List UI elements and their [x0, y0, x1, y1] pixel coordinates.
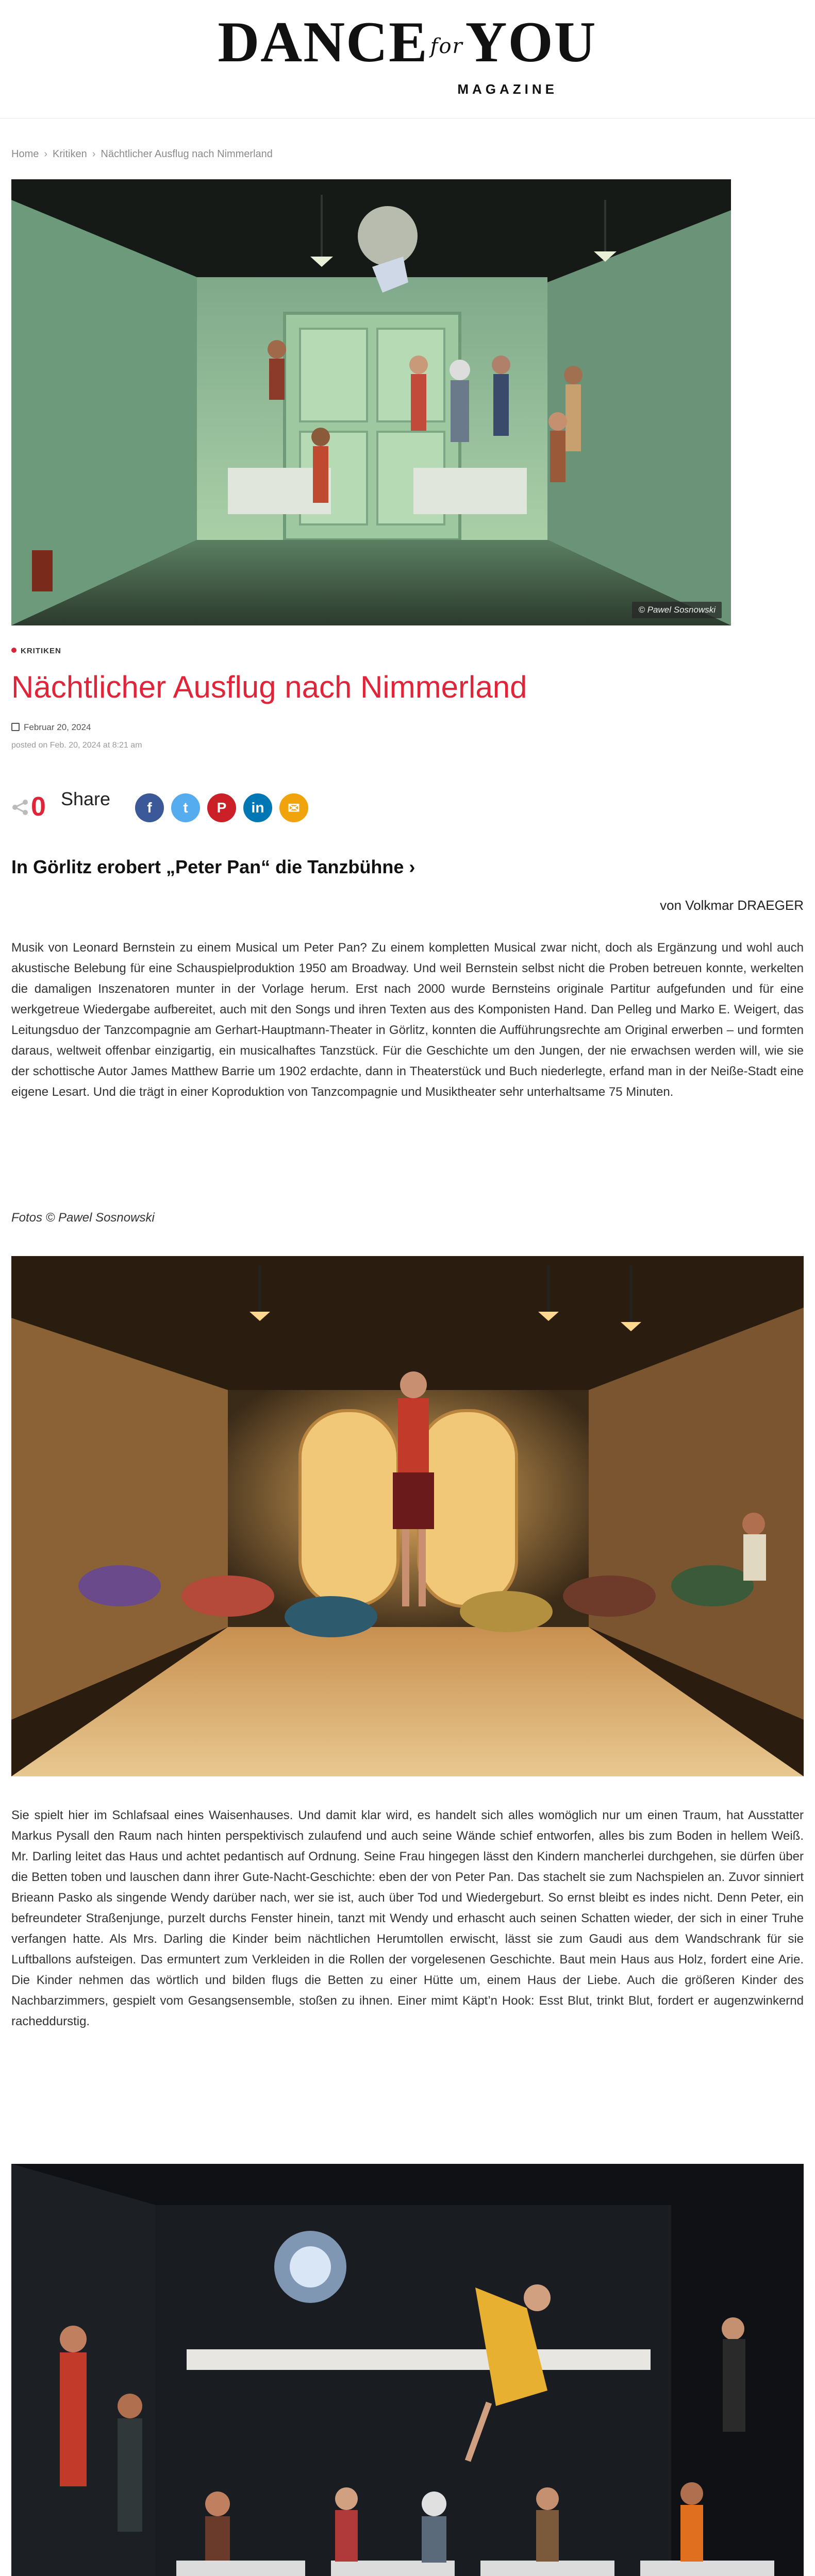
linkedin-share-button[interactable]	[243, 793, 272, 822]
posted-timestamp: posted on Feb. 20, 2024 at 8:21 am	[11, 741, 142, 750]
linkedin-icon: in	[251, 800, 264, 816]
logo-subtitle: MAGAZINE	[457, 81, 558, 97]
logo-wordmark: DANCE $^{for}$YOU	[218, 10, 597, 74]
share-icon	[11, 799, 29, 816]
pinterest-share-button[interactable]	[207, 793, 236, 822]
stage-photo-flying	[11, 2164, 804, 2576]
breadcrumb-separator: ›	[92, 148, 96, 160]
pinterest-icon: P	[217, 800, 227, 816]
email-icon: ✉	[288, 800, 300, 816]
facebook-share-button[interactable]	[135, 793, 164, 822]
twitter-icon: t	[183, 800, 188, 816]
article-date-text: Februar 20, 2024	[24, 722, 91, 732]
category-tag[interactable]	[11, 647, 61, 655]
article-image-2	[11, 2164, 804, 2576]
article-title: Nächtlicher Ausflug nach Nimmerland	[11, 670, 527, 704]
article-paragraph-1: Musik von Leonard Bernstein zu einem Musical um Peter Pan? Zu einem kompletten Musical zwar nicht, doch als Ergänzung und wohl auch akustische Belebung für eine Schauspielproduktion 1950 am Broadway. Und weil Bernstein selbst nicht die Proben betreuen konnte, werkelten die damaligen Inszenatoren munter in der Vorlage herum. Erst nach 2000 wurde Bernsteins originale Partitur aufgefunden und für eine werkgetreue Wiedergabe aufbereitet, auch mit den Songs und ihren Texten aus des Komponisten Hand. Dan Pelleg und Marko E. Weigert, das Leitungsduo der Tanzcompagnie am Gerhart-Hauptmann-Theater in Görlitz, konnten die Aufführungsrechte am Original erwerben – und formten daraus, weltweit offenbar einzigartig, ein musicalhaftes Tanzstück. Für die Geschichte um den Jungen, der nie erwachsen werden will, wie sie der schottische Autor James Matthew Barrie um 1902 erdachte, dann in Theaterstück und Buch niederlegte, erfand man in der Neiße-Stadt eine eigene Lesart. Und die trägt in einer Koproduktion von Tanzcompagnie und Musiktheater sehr unterhaltsame 75 Minuten.	[11, 941, 804, 1099]
article-subtitle: In Görlitz erobert „Peter Pan“ die Tanzbühne ›	[11, 856, 415, 877]
photo-credit: © Pawel Sosnowski	[632, 602, 722, 618]
share-count: 0	[31, 792, 46, 822]
category-dot-icon	[11, 648, 16, 653]
article-paragraph-2: Sie spielt hier im Schlafsaal eines Waisenhauses. Und damit klar wird, es handelt sich alles womöglich nur um einen Traum, hat Ausstatter Markus Pysall den Raum nach hinten perspektivisch zulaufend und auch seine Wände schief entworfen, alles bis zum Boden in hellem Weiß. Mr. Darling leitet das Haus und achtet pedantisch auf Ordnung. Seine Frau hingegen lässt den Kindern mancherlei durchgehen, sie dürfen über die Betten toben und lauschen dann ihrer Gute-Nacht-Geschichte: eben der von Peter Pan. Das stachelt sie zum Nachspielen an. Zuvor sinniert Brieann Pasko als singende Wendy darüber nach, wer sie ist, auch über Tod und Wiedergeburt. So ernst bleibt es indes nicht. Denn Peter, ein befreundeter Straßenjunge, purzelt durchs Fenster hinein, tanzt mit Wendy und erhascht auch seinen Schatten wieder, der sich in einer Truhe verfangen hatte. Als Mrs. Darling die Kinder beim nächtlichen Herumtollen erwischt, lässt sie zum Gaudi aus dem Wandschrank für sie Luftballons aufsteigen. Das ermuntert zum Verkleiden in die Rollen der vorgelesenen Geschichte. Baut mein Haus aus Holz, fordert eine Arie. Die Kinder nehmen das wörtlich und bilden flugs die Betten zu einer Hütte um, einem Haus der Liebe. Auch die größeren Kinder des Nachbarzimmers, gespielt vom Gesangsensemble, stoßen zu ihnen. Einer mimt Käpt’n Hook: Esst Blut, trinkt Blut, fordert er augenzwinkernd racheddurstig.	[11, 1808, 804, 2028]
facebook-icon: f	[147, 800, 152, 816]
calendar-icon	[11, 723, 20, 731]
breadcrumb-section[interactable]: Kritiken	[53, 148, 87, 160]
photo-credit-note: Fotos © Pawel Sosnowski	[11, 1211, 155, 1225]
breadcrumb-current: Nächtlicher Ausflug nach Nimmerland	[101, 148, 273, 160]
breadcrumb-home[interactable]: Home	[11, 148, 39, 160]
article-author: von Volkmar DRAEGER	[660, 897, 804, 913]
site-logo[interactable]	[217, 11, 598, 104]
site-header	[0, 0, 815, 118]
twitter-share-button[interactable]	[171, 793, 200, 822]
article-image-1	[11, 1256, 804, 1776]
category-label: KRITIKEN	[21, 647, 61, 655]
breadcrumb	[11, 148, 273, 160]
hero-image	[11, 179, 731, 625]
share-label: Share	[61, 788, 111, 809]
stage-photo-orphanage	[11, 1256, 804, 1776]
article-date	[11, 722, 91, 733]
hero-stage-photo	[11, 179, 731, 625]
email-share-button[interactable]	[279, 793, 308, 822]
breadcrumb-separator: ›	[44, 148, 48, 160]
